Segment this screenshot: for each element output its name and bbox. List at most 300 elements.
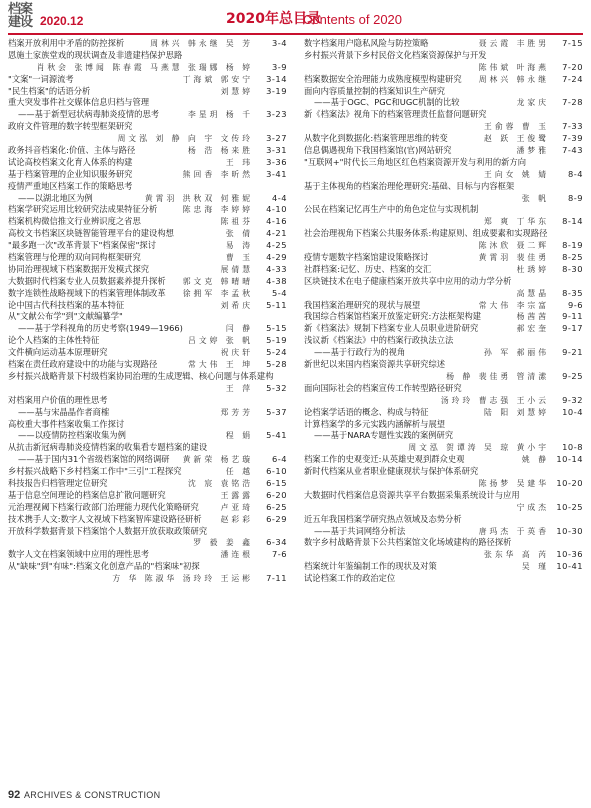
entry-authors: 周文泓 贺谭涛 吴 琼 黄小宇 [408,443,549,453]
entry-authors: 易 涛 [225,241,253,251]
entry-page-ref: 3-27 [266,133,287,144]
entry-authors: 任 越 [225,467,253,477]
toc-entry [8,169,287,181]
entry-authors: 方 华 陈淑华 汤玲玲 王运彬 [112,574,253,584]
entry-title: 疫情严重地区档案工作的策略思考 [8,180,133,191]
entry-page-ref: 7-20 [562,61,583,72]
page-number: 92 [8,789,21,801]
toc-entry [304,62,583,74]
entry-page-ref: 6-29 [266,513,287,524]
entry-page-ref: 7-6 [271,549,287,560]
toc-entry [8,537,287,549]
toc-entry [8,383,287,395]
entry-title: 基于主体视角的档案治理伦理研究:基础、目标与内容框架 [304,180,515,191]
entry-page-ref: 9-11 [562,311,583,322]
entry-page-ref: 7-28 [562,97,583,108]
toc-entry [8,323,287,335]
entry-title: 大数据时代档案信息资源共享平台数据采集系统设计与应用 [304,489,520,500]
entry-title: 新时代档案从业者职业健康现状与保护体系研究 [304,466,479,477]
toc-entry [8,50,287,62]
entry-page-ref: 4-4 [271,192,287,203]
toc-entry [8,145,287,157]
toc-entry [8,359,287,371]
entry-title: 从"文献公布学"到"文献编纂学" [8,311,123,322]
logo-line-1: 档案 [8,2,33,17]
toc-entry [8,514,287,526]
entry-page-ref: 8-25 [562,252,583,263]
entry-title: 面向国际社会的档案宣传工作转型路径研究 [304,382,462,393]
page-title: 2020年总目录 [226,11,321,27]
toc-entry [304,442,583,454]
toc-entry [304,335,583,347]
entry-authors: 黄霄羽 洪秋双 何雅妮 [144,193,253,203]
toc-entry [304,97,583,109]
entry-authors: 黄霄羽 裴佳勇 [478,253,549,263]
toc-entry [304,252,583,264]
toc-entry [8,228,287,240]
entry-title: ——基于国内31个省级档案馆的网络调研 [18,454,170,465]
entry-title: 疫情专题数字档案馆建设策略探讨 [304,252,429,263]
toc-entry [304,573,583,585]
entry-title: 对档案用户价值的理性思考 [8,394,108,405]
toc-entry [8,335,287,347]
entry-title: 乡村振兴战略背景下村级档案协同治理的生成逻辑、核心问题与体系建构 [8,370,274,381]
entry-page-ref: 8-4 [567,168,583,179]
entry-authors: 刘慧婷 [220,86,253,96]
toc-entry [304,371,583,383]
entry-title: 档案统计年鉴编制工作的现状及对策 [304,561,437,572]
entry-title: ——基于NARA专题性实践的案例研究 [314,430,454,441]
entry-title: 数字人文在档案领域中应用的理性思考 [8,549,150,560]
entry-page-ref: 7-24 [562,73,583,84]
entry-page-ref: 8-35 [562,287,583,298]
toc-entry [8,157,287,169]
toc-entry [8,573,287,585]
entry-title: 公民在档案记忆再生产中的角色定位与实现机制 [304,204,479,215]
entry-page-ref: 5-37 [266,406,287,417]
toc-entry [8,466,287,478]
entry-title: 社会治理视角下档案公共服务体系:构建原则、组成要素和实现路径 [304,228,548,239]
toc-entry [304,145,583,157]
entry-title: 新世纪以来国内档案资源共享研究综述 [304,359,446,370]
entry-title: 试论高校档案文化育人体系的构建 [8,156,133,167]
entry-authors: 程 娟 [225,431,253,441]
entry-authors: 李星玥 杨 千 [188,110,253,120]
toc-entry [8,97,287,109]
entry-authors: 杨 静 裴佳勇 管清潆 [446,371,549,381]
issue-date: 2020.12 [40,14,84,28]
entry-title: "最多跑一次"改革背景下"档案保密"探讨 [8,240,157,251]
entry-authors: 赵 跃 王俊鹭 [484,134,549,144]
entry-authors: 陈沐欣 聂二辉 [478,241,549,251]
entry-title: 从数字化到数据化:档案管理思维的转变 [304,133,448,144]
page-footer [8,789,308,803]
toc-entry [304,395,583,407]
toc-entry [8,86,287,98]
entry-authors: 吕文婷 张 帆 [188,336,253,346]
toc-entry [8,181,287,193]
toc-entry [8,288,287,300]
toc-entry [304,193,583,205]
entry-authors: 潘梦雅 [516,146,549,156]
entry-authors: 常大伟 李宗富 [478,300,549,310]
entry-page-ref: 8-19 [562,240,583,251]
entry-page-ref: 3-36 [266,156,287,167]
entry-page-ref: 3-19 [266,85,287,96]
entry-title: "互联网+"时代长三角地区红色档案资源开发与利用的新方向 [304,156,527,167]
logo-line-2: 建设 [8,15,33,30]
entry-authors: 郝宏奎 [516,324,549,334]
entry-page-ref: 6-15 [266,477,287,488]
entry-title: 档案开放利用中矛盾的防控探析 [8,38,125,48]
entry-title: 政府文件管理的数字转型框架研究 [8,121,133,132]
entry-title: 浅议新《档案法》中的档案行政执法立法 [304,335,454,346]
toc-entry [304,50,583,62]
toc-entry [304,288,583,300]
entry-page-ref: 7-11 [266,573,287,584]
toc-entry [304,204,583,216]
toc-entry [8,204,287,216]
entry-page-ref: 4-25 [266,240,287,251]
entry-title: 基于档案管理的企业知识服务研究 [8,168,133,179]
entry-page-ref: 6-25 [266,501,287,512]
entry-title: 社群档案:记忆、历史、档案的交汇 [304,263,432,274]
entry-title: 面向内容质量控制的档案知识生产研究 [304,85,446,96]
entry-authors: 肖秋会 张博闻 陈春霞 马燕慧 张瑞娜 杨 婷 [36,62,253,72]
entry-title: 重大突发事件社交媒体信息归档与管理 [8,97,150,108]
entry-title: 区块链技术在电子健康档案开放共享中应用的动力学分析 [304,275,512,286]
entry-authors: 曹 玉 [225,253,253,263]
entry-page-ref: 7-39 [562,133,583,144]
toc-entry [304,109,583,121]
toc-entry [304,383,583,395]
entry-page-ref: 6-20 [266,489,287,500]
toc-entry [304,514,583,526]
entry-title: "文案"一词源流考 [8,73,74,84]
entry-title: 元治理视阈下档案行政部门治理能力现代化策略研究 [8,501,199,512]
entry-page-ref: 5-24 [266,347,287,358]
toc-entry [304,74,583,86]
entry-authors: 周林兴 韩永继 [478,74,549,84]
toc-entry [8,74,287,86]
entry-page-ref: 4-33 [266,263,287,274]
entry-title: ——基与宋晶晶作者商榷 [18,406,110,417]
entry-authors: 陈伟斌 叶海燕 [478,62,549,72]
entry-authors: 沈 宸 袁铭浩 [188,478,253,488]
toc-entry [8,193,287,205]
entry-authors: 徐拥军 李孟秋 [182,288,253,298]
entry-title: ——基于行政行为的视角 [314,347,406,358]
entry-authors: 王 萍 [225,383,253,393]
entry-page-ref: 6-34 [266,537,287,548]
toc-right-column [304,38,583,585]
toc-entry [304,407,583,419]
entry-authors: 张 倩 [225,229,253,239]
entry-authors: 祝庆轩 [220,348,253,358]
entry-page-ref: 10-14 [556,454,583,465]
entry-title: 近五年我国档案学研究热点领域及态势分析 [304,513,462,524]
entry-authors: 郭文克 韩晴晴 [182,276,253,286]
journal-logo [8,3,38,31]
toc-entry [304,323,583,335]
entry-title: 高校重大事件档案收集工作探讨 [8,418,125,429]
entry-title: 乡村振兴战略下乡村档案工作中"三引"工程探究 [8,466,182,477]
entry-authors: 张 帆 [521,193,549,203]
entry-title: 协同治理视域下档案数据开发模式探究 [8,263,150,274]
entry-title: 信息偶遇视角下我国档案馆(官)网站研究 [304,145,452,156]
entry-page-ref: 10-20 [556,477,583,488]
entry-authors: 潘连根 [220,550,253,560]
entry-page-ref: 6-10 [266,466,287,477]
entry-title: ——以湖北地区为例 [18,192,93,203]
toc-entry [304,359,583,371]
toc-entry [8,62,287,74]
toc-entry [304,121,583,133]
entry-page-ref: 10-30 [556,525,583,536]
toc-entry [8,502,287,514]
toc-entry [304,549,583,561]
entry-title: 试论档案工作的政治定位 [304,573,396,584]
toc-entry [8,121,287,133]
toc-entry [304,86,583,98]
entry-title: 新《档案法》规制下档案专业人员职业进阶研究 [304,323,479,334]
entry-title: 数字连锁性战略视域下的档案管理体制改革 [8,287,166,298]
journal-name: ARCHIVES & CONSTRUCTION [24,790,161,800]
entry-authors: 陈忠海 李婷婷 [182,205,253,215]
entry-page-ref: 10-8 [562,442,583,453]
entry-authors: 常大伟 王 坤 [188,360,253,370]
entry-title: 论档案学话语的概念、构成与特征 [304,406,429,417]
toc-columns [8,38,583,776]
entry-title: 乡村振兴背景下乡村民俗文化档案资源保护与开发 [304,49,487,60]
entry-page-ref: 7-15 [562,38,583,48]
entry-authors: 王 玮 [225,157,253,167]
entry-title: 技术携手人文:数字人文视域下档案智库建设路径研析 [8,513,202,524]
entry-title: 新《档案法》视角下的档案管理责任监督问题研究 [304,109,487,120]
toc-entry [304,276,583,288]
toc-entry [304,430,583,442]
entry-page-ref: 10-36 [556,549,583,560]
entry-title: 从抗击新冠病毒肺炎疫情档案的收集看专题档案的建设 [8,442,208,453]
entry-page-ref: 10-41 [556,561,583,572]
entry-authors: 郑芳芳 [220,407,253,417]
entry-authors: 王露露 [220,490,253,500]
entry-title: "民生档案"的话语分析 [8,85,91,96]
entry-authors: 杨 浩 杨来胜 [188,146,253,156]
entry-page-ref: 5-41 [266,430,287,441]
entry-authors: 汤玲玲 曹志强 王小云 [440,395,549,405]
entry-title: 档案学研究运用比较研究法成果特征分析 [8,204,158,215]
entry-page-ref: 10-4 [562,406,583,417]
entry-authors: 杜琇婷 [516,264,549,274]
toc-entry [8,442,287,454]
toc-entry [304,311,583,323]
toc-entry [8,216,287,228]
entry-page-ref: 3-41 [266,168,287,179]
entry-page-ref: 5-15 [266,323,287,334]
entry-page-ref: 3-14 [266,73,287,84]
toc-entry [8,454,287,466]
entry-authors: 黄新荣 杨艺璇 [182,455,253,465]
entry-authors: 高慧晶 [516,288,549,298]
entry-page-ref: 5-28 [266,359,287,370]
entry-title: 开放科学数据背景下档案馆个人数据开放获取政策研究 [8,525,208,536]
toc-entry [8,276,287,288]
entry-page-ref: 9-32 [562,394,583,405]
entry-page-ref: 4-10 [266,204,287,215]
toc-entry [304,478,583,490]
entry-authors: 聂云霞 丰胜男 [478,39,549,48]
entry-title: 档案在责任政府建设中的功能与实现路径 [8,359,158,370]
toc-entry [8,407,287,419]
toc-entry [304,300,583,312]
entry-authors: 卢亚琦 [220,502,253,512]
entry-page-ref: 8-14 [562,216,583,227]
entry-title: ——基于OGC、PGC和UGC机制的比较 [314,97,460,108]
entry-page-ref: 6-4 [271,454,287,465]
toc-entry [8,395,287,407]
entry-title: 论个人档案的主体性特征 [8,335,100,346]
toc-entry [304,466,583,478]
entry-page-ref: 9-21 [562,347,583,358]
toc-entry [304,347,583,359]
entry-page-ref: 4-29 [266,252,287,263]
entry-page-ref: 5-32 [266,382,287,393]
entry-authors: 唐玛杰 于英香 [478,526,549,536]
entry-authors: 陈扬梦 吴建华 [478,478,549,488]
entry-title: 论中国古代科技档案的基本特征 [8,299,125,310]
entry-title: 政务抖音档案化:价值、主体与路径 [8,145,136,156]
toc-entry [304,240,583,252]
toc-entry [8,300,287,312]
entry-authors: 周文泓 刘 静 向 宇 文传玲 [117,134,253,144]
entry-title: 数字乡村战略背景下公共档案馆文化场域建构的路径探析 [304,537,512,548]
entry-page-ref: 3-9 [271,61,287,72]
toc-entry [8,347,287,359]
toc-entry [304,228,583,240]
entry-authors: 张东华 高 芮 [484,550,549,560]
toc-entry [304,526,583,538]
toc-entry [304,419,583,431]
entry-authors: 吴 瑾 [521,562,549,572]
entry-page-ref: 7-43 [562,145,583,156]
toc-entry [8,252,287,264]
entry-authors: 姚 静 [521,455,549,465]
entry-authors: 周林兴 韩永继 吴 芳 [150,39,253,48]
toc-entry [8,371,287,383]
entry-title: 高校文书档案区块链智能管理平台的建设构想 [8,228,174,239]
entry-title: ——以疫情防控档案收集为例 [18,430,126,441]
toc-entry [304,502,583,514]
toc-entry [304,169,583,181]
entry-title: 档案机构微信推文行业辨识度之省思 [8,216,141,227]
toc-entry [8,311,287,323]
entry-title: ——基于学科视角的历史考察(1949—1966) [18,323,183,334]
entry-title: ——基于新型冠状病毒肺炎疫情的思考 [18,109,160,120]
entry-title: 计算档案学的多元实践内涵解析与展望 [304,418,446,429]
entry-authors: 丁海斌 郭安宁 [182,74,253,84]
entry-authors: 杨茜茜 [516,312,549,322]
toc-entry [304,216,583,228]
entry-authors: 孙 军 郝丽伟 [484,348,549,358]
page-header [0,0,591,34]
entry-title: 档案数据安全治理能力成熟度模型构建研究 [304,73,462,84]
entry-title: 档案管理与伦理的双向同构框架研究 [8,252,141,263]
entry-page-ref: 3-4 [271,38,287,48]
toc-entry [304,38,583,50]
entry-authors: 熊回香 李昕然 [182,169,253,179]
toc-entry [8,478,287,490]
toc-entry [8,38,287,50]
entry-page-ref: 5-4 [271,287,287,298]
toc-entry [304,157,583,169]
entry-page-ref: 8-9 [567,192,583,203]
entry-authors: 闫 静 [225,324,253,334]
entry-authors: 龙家庆 [516,98,549,108]
toc-entry [304,537,583,549]
entry-page-ref: 4-38 [266,275,287,286]
toc-entry [8,109,287,121]
toc-entry [304,490,583,502]
entry-authors: 王俞蓉 曹 玉 [484,122,549,132]
entry-title: 我国档案治理研究的现状与展望 [304,299,421,310]
entry-authors: 王向女 姚 婧 [484,169,549,179]
entry-page-ref: 3-23 [266,109,287,120]
entry-authors: 郑 爽 丁华东 [484,217,549,227]
entry-title: ——基于共词网络分析法 [314,525,406,536]
toc-entry [304,133,583,145]
entry-authors: 陆 阳 刘慧婷 [484,407,549,417]
toc-entry [8,526,287,538]
entry-title: 档案工作的史观变迁:从英雄史观到群众史观 [304,454,465,465]
entry-page-ref: 5-11 [266,299,287,310]
entry-authors: 赵彩彩 [220,514,253,524]
entry-page-ref: 5-19 [266,335,287,346]
entry-page-ref: 9-17 [562,323,583,334]
entry-page-ref: 9-25 [562,370,583,381]
entry-authors: 宁成杰 [516,502,549,512]
toc-entry [8,419,287,431]
entry-page-ref: 10-25 [556,501,583,512]
entry-page-ref: 8-30 [562,263,583,274]
entry-page-ref: 4-16 [266,216,287,227]
toc-left-column [8,38,287,585]
header-divider [8,33,583,35]
entry-title: 大数据时代档案专业人员数据素养提升探析 [8,275,166,286]
entry-title: 我国综合档案馆档案开放鉴定研究:方法框架构建 [304,311,482,322]
toc-entry [304,181,583,193]
entry-title: 基于信息空间理论的档案信息扩散问题研究 [8,489,166,500]
entry-title: 科技报告归档管理定位研究 [8,477,108,488]
entry-authors: 陈祖芬 [220,217,253,227]
toc-entry [8,240,287,252]
entry-authors: 展倩慧 [220,264,253,274]
entry-page-ref: 4-21 [266,228,287,239]
entry-title: 从"缺味"到"有味":档案文化创意产品的"档案味"初探 [8,561,200,572]
entry-page-ref: 7-33 [562,121,583,132]
page-subtitle: Contents of 2020 [303,12,403,27]
entry-authors: 刘希庆 [220,300,253,310]
toc-entry [304,264,583,276]
toc-entry [8,549,287,561]
entry-page-ref: 9-6 [567,299,583,310]
entry-title: 文件横向运动基本原理研究 [8,347,108,358]
toc-entry [8,133,287,145]
entry-authors: 罗 毅 姜 鑫 [193,538,253,548]
entry-title: 恩施土家族堂戏的现状调查及非遗建档保护思路 [8,49,183,60]
toc-entry [304,454,583,466]
toc-entry [8,561,287,573]
